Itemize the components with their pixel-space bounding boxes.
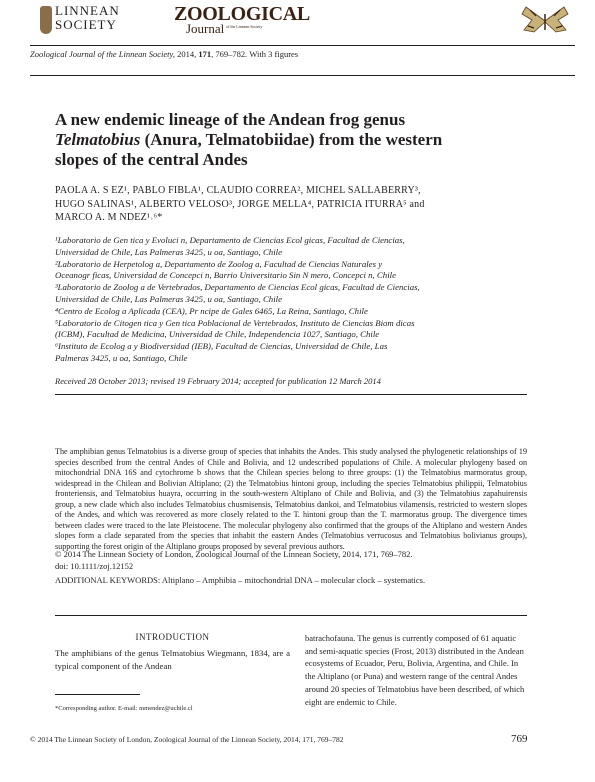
affiliations	[55, 235, 525, 365]
title-line-2-rest: (Anura, Telmatobiidae) from the western	[140, 130, 443, 149]
body-column-right: batrachofauna. The genus is currently composed of 61 aquatic and semi-aquatic species (Frost, 2013) distributed in the Andean ecosystems of Ecuador, Peru, Bolivia, Argentina, and Chile. In the Altiplano (or Puna) and western range of the central Andes around 20 species of Telmatobius have been described, of which eight are endemic to Chile.	[305, 633, 525, 707]
affiliation-line: Universidad de Chile, Las Palmeras 3425, u oa, Santiago, Chile	[55, 246, 283, 257]
citation-year: 2014	[177, 49, 195, 59]
affiliation-line: ⁴Centro de Ecolog a Aplicada (CEA), Pr ncipe de Gales 6465, La Reina, Santiago, Chile	[55, 305, 368, 316]
abstract-text: The amphibian genus Telmatobius is a diverse group of species that inhabits the Andes. This study analysed the phylogenetic relationships of 19 species described from the central Andes of Chile and Bolivia, and 12 undescribed populations of Chile. A molecular phylogeny based on mitochondrial DNA 16S and cytochrome b shows that the Chilean species belong to three groups: (1) the Telmatobius marmoratus group, widespread in the Chilean and Bolivian Altiplano; (2) the Telmatobius hintoni group, including the species Telmatobius philippii, Telmatobius fronteriensis, and Telmatobius huayra, occurring in the south-western Altiplano of Chile and Bolivia, and (3) the Telmatobius zapahuirensis group, a new clade which also includes Telmatobius chusmisensis, Telmatobius dankoi, and Telmatobius vilamensis, restricted to western slopes of the Andes, and which was recovered as more closely related to the T. hintoni group than the T. marmoratus group. The divergence times between clades were traced to the late Pleistocene. The molecular phylogeny also confirmed that the groups of the Altiplano and western Andes slopes form a clade separated from the species that inhabit the eastern Andes (Telmatobius verrucosus and Telmatobius bolivianus groups), supporting the forest origin of the Altiplano groups proposed by several previous authors.	[55, 447, 527, 551]
journal-title: ZOOLOGICAL	[174, 3, 310, 25]
section-heading: INTRODUCTION	[135, 632, 210, 642]
title-line-3: slopes of the central Andes	[55, 150, 248, 169]
citation-line: Zoological Journal of the Linnean Society, 2014, 171, 769–782. With 3 figures	[30, 49, 299, 59]
divider	[55, 615, 527, 616]
title-genus: Telmatobius	[55, 130, 141, 149]
title-line-1: A new endemic lineage of the Andean frog genus	[55, 110, 406, 129]
page-number: 769	[511, 733, 528, 745]
authors-line-2: HUGO SALINAS¹, ALBERTO VELOSO³, JORGE MELLA⁴, PATRICIA ITURRA⁵ and	[55, 198, 425, 210]
copyright-block	[55, 549, 527, 572]
journal-subtitle: of the Linnean Society	[226, 24, 263, 29]
authors-line-3: MARCO A. M NDEZ¹˒⁶*	[55, 212, 163, 223]
affiliation-line: ⁶Instituto de Ecolog a y Biodiversidad (IEB), Facultad de Ciencias, Universidad de Chile, Las	[55, 341, 388, 352]
citation-journal: Zoological Journal of the Linnean Society	[30, 49, 173, 59]
butterfly-icon	[520, 4, 570, 38]
affiliation-line: Oceanogr ficas, Universidad de Concepci n, Barrio Universitario Sin N mero, Concepci n, Chile	[55, 270, 396, 281]
copyright-line: © 2014 The Linnean Society of London, Zoological Journal of the Linnean Society, 2014, 171, 769–782.	[55, 549, 413, 559]
society-name-line2: SOCIETY	[55, 17, 117, 32]
journal-word: Journal	[186, 21, 225, 36]
affiliation-line: ²Laboratorio de Herpetolog a, Departamento de Zoolog a, Facultad de Ciencias Naturales y	[55, 258, 383, 269]
footnote: *Corresponding author. E-mail: mmendez@uchile.cl	[55, 705, 193, 712]
affiliation-line: (ICBM), Facultad de Medicina, Universidad de Chile, Independencia 1027, Santiago, Chile	[55, 329, 380, 340]
affiliation-line: Palmeras 3425, u oa, Santiago, Chile	[55, 352, 188, 363]
article-title	[55, 110, 525, 170]
page-footer: © 2014 The Linnean Society of London, Zoological Journal of the Linnean Society, 2014, 171, 769–782	[30, 735, 344, 744]
divider	[30, 75, 575, 76]
citation-pages: 769–782	[215, 49, 246, 59]
affiliation-line: Universidad de Chile, Las Palmeras 3425, u oa, Santiago, Chile	[55, 293, 283, 304]
keywords-line	[55, 575, 527, 585]
divider	[55, 394, 527, 395]
citation-volume: 171	[198, 49, 212, 59]
affiliation-line: ⁵Laboratorio de Citogen tica y Gen tica Poblacional de Vertebrados, Instituto de Ciencias Biom dicas	[55, 317, 415, 328]
keywords-label: ADDITIONAL KEYWORDS:	[55, 575, 161, 585]
footnote-rule	[55, 694, 140, 695]
linnean-society-logo	[55, 4, 170, 40]
society-name-line1: LINNEAN	[55, 3, 120, 18]
doi-link[interactable]: doi: 10.1111/zoj.12152	[55, 560, 134, 571]
authors-line-1: PAOLA A. S EZ¹, PABLO FIBLA¹, CLAUDIO CORREA², MICHEL SALLABERRY³,	[55, 185, 421, 196]
affiliation-line: ³Laboratorio de Zoolog a de Vertebrados, Departamento de Ciencias Ecol gicas, Facultad de Ciencias,	[55, 282, 420, 293]
citation-figures: With 3 figures	[249, 49, 299, 59]
body-column-left: The amphibians of the genus Telmatobius Wiegmann, 1834, are a typical component of the Andean	[55, 648, 290, 671]
received-dates: Received 28 October 2013; revised 19 February 2014; accepted for publication 12 March 2014	[55, 376, 381, 386]
keywords-list: Altiplano – Amphibia – mitochondrial DNA – molecular clock – systematics.	[161, 575, 426, 585]
society-crest-icon	[40, 6, 52, 34]
affiliation-line: ¹Laboratorio de Gen tica y Evoluci n, Departamento de Ciencias Ecol gicas, Facultad de Ciencias,	[55, 235, 405, 245]
title-line-2	[55, 130, 525, 150]
header-rule	[30, 45, 575, 46]
author-list	[55, 184, 505, 225]
